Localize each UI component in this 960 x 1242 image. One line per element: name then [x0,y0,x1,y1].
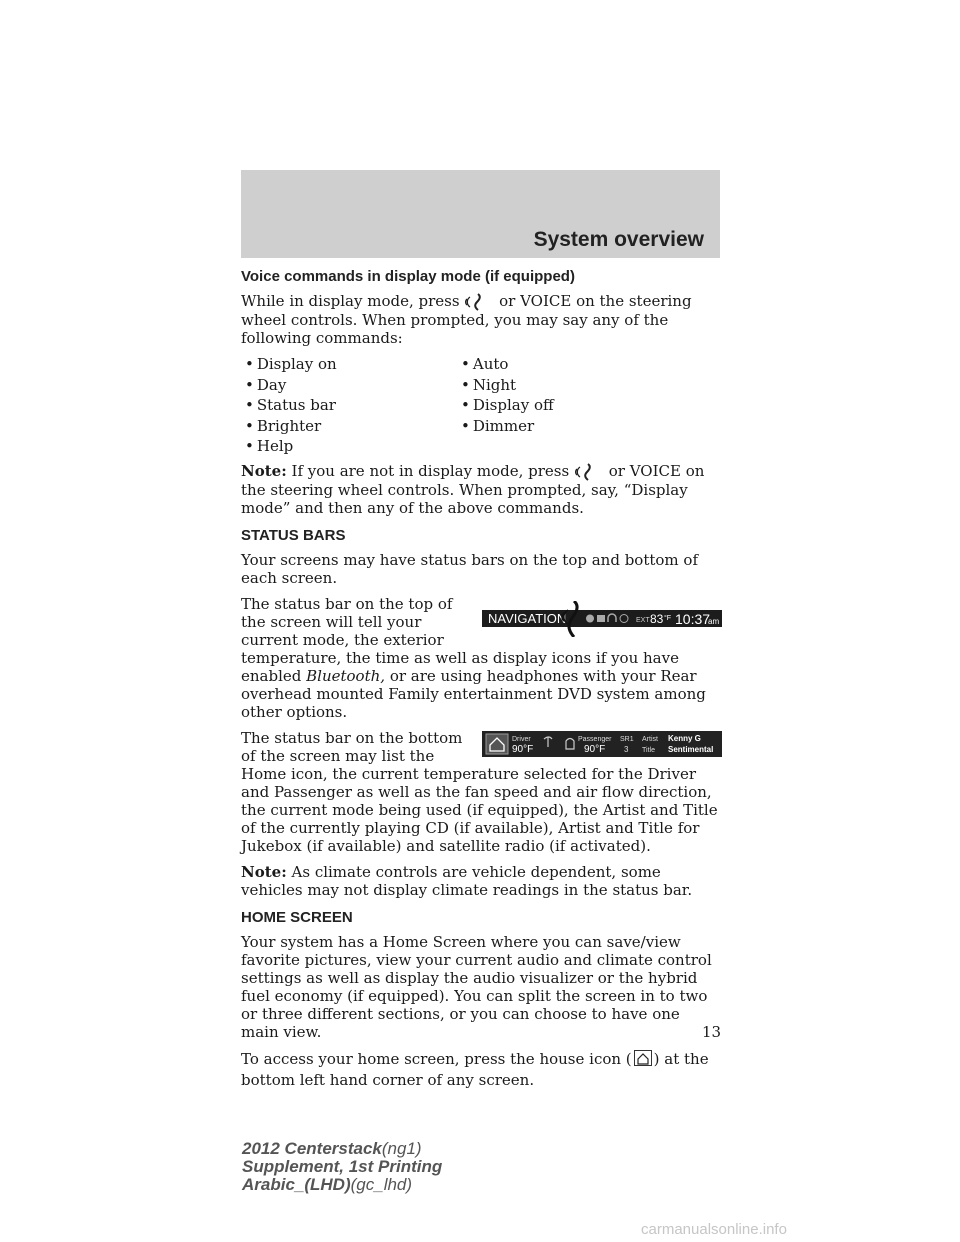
status-bars-heading: STATUS BARS [241,526,346,544]
voice-intro: While in display mode, press or VOICE on the steering wheel controls. When prompted, you may say any of the following commands: [241,292,692,347]
list-item: • Status bar [245,396,336,414]
status-bar-top-text: NAVIGATION EXT 83 °F 10:37 am The status bar on the top of the screen will tell your current mode, the exterior temperature, the time as well as display icons if you have enabled Bluetooth, or are using headphones with your Rear overhead mounted Family entertainment DVD system among other options. [241,595,722,721]
page-content [241,268,722,1099]
list-item: • Help [245,437,294,455]
list-item: • Dimmer [461,416,535,435]
voice-note: Note: If you are not in display mode, press or VOICE on the steering wheel controls. When prompted, say, “Display mode” and then any of the above commands. [241,461,705,517]
channel-num: 3 [624,744,629,754]
list-item: • Display off [461,396,554,414]
voice-command-list [245,355,722,458]
status-bars-note: Note: As climate controls are vehicle dependent, some vehicles may not display climate readings in the status bar. [241,862,693,899]
list-item: • Day [245,375,287,394]
footer: 2012 Centerstack(ng1) Supplement, 1st Printing Arabic_(LHD)(gc_lhd) [242,1139,443,1194]
list-item: • Auto [461,355,509,373]
header-band [241,170,720,258]
navigation-status-bar-image [482,601,722,641]
title-label: Title [642,746,655,754]
nav-ext-label: EXT [636,616,650,624]
section-title: System overview [533,228,704,251]
home-screen-para: Your system has a Home Screen where you can save/view favorite pictures, view your current audio and climate control settings as well as display the audio visualizer or the hybrid fuel economy (if equipped). You can split the screen in to two or three different sections, or you can choose to have one main view. [241,932,712,1041]
artist-label: Artist [642,735,658,743]
nav-temp: 83 [650,611,664,626]
page-number: 13 [702,1023,722,1041]
artist-value: Kenny G [668,733,701,743]
status-bars-intro: Your screens may have status bars on the top and bottom of each screen. [241,550,699,587]
title-value: Sentimental [668,744,714,754]
home-screen-access: To access your home screen, press the house icon ( ) at the bottom left hand corner of any screen. [241,1049,709,1089]
list-item: • Brighter [245,416,322,435]
nav-time: 10:37 [675,610,711,627]
list-item: • Display on [245,355,337,373]
watermark: carmanualsonline.info [641,1221,787,1238]
passenger-temp: 90°F [584,743,606,755]
nav-temp-unit: °F [664,614,672,622]
bottom-status-bar-image [482,731,722,761]
house-icon [634,1050,652,1066]
voice-heading: Voice commands in display mode (if equipped) [241,268,575,285]
status-bar-bottom-text: Driver 90°F Passenger 90°F SR1 3 Artist Title Kenny G Sentimental The status bar on the bottom of the screen may list the Home icon, the current temperature selected for the Driver and Passenger as well as the fan speed and air flow direction, the current mode being used (if equipped), the Artist and Title of the currently playing CD (if available), Artist and Title for Jukebox (if available) and satellite radio (if activated). [241,729,722,855]
list-item: • Night [461,375,517,394]
passenger-label: Passenger [578,735,612,743]
voice-icon [464,293,494,311]
voice-icon [574,463,604,481]
driver-label: Driver [512,735,531,743]
nav-ampm: am [708,616,720,626]
driver-temp: 90°F [512,743,534,755]
channel-band: SR1 [620,735,634,743]
nav-mode-label: NAVIGATION [488,610,567,626]
home-screen-heading: HOME SCREEN [241,908,353,926]
